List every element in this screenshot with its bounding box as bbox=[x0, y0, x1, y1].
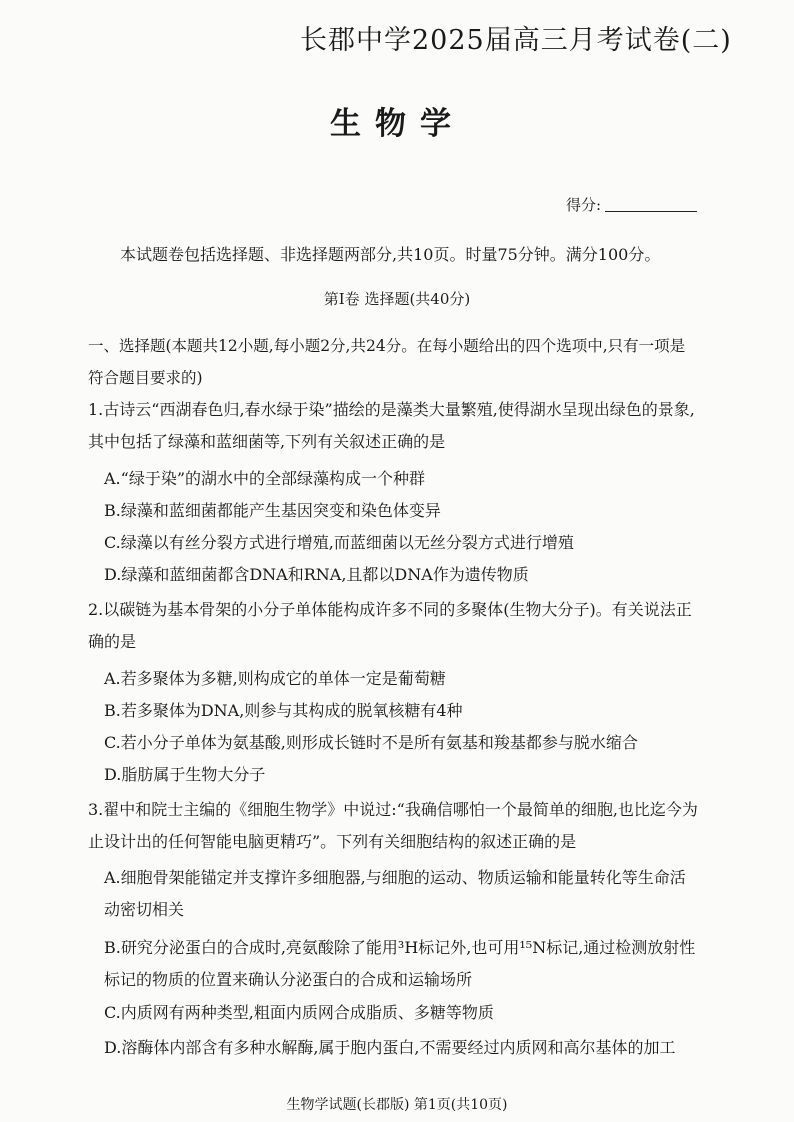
question-3-option-a: A.细胞骨架能锚定并支撑许多细胞器,与细胞的运动、物质运输和能量转化等生命活动密切相关 bbox=[104, 868, 686, 919]
question-1-option-a: A.“绿于染”的湖水中的全部绿藻构成一个种群 bbox=[104, 469, 426, 488]
question-2-option-b: B.若多聚体为DNA,则参与其构成的脱氧核糖有4种 bbox=[104, 701, 463, 720]
question-3-option-d: D.溶酶体内部含有多种水解酶,属于胞内蛋白,不需要经过内质网和高尔基体的加工 bbox=[104, 1038, 676, 1057]
score-field bbox=[566, 194, 697, 215]
score-label: 得分: bbox=[566, 196, 602, 214]
subject-title: 生物学 bbox=[330, 106, 465, 142]
question-3-option-c: C.内质网有两种类型,粗面内质网合成脂质、多糖等物质 bbox=[104, 1003, 494, 1022]
question-1-option-b: B.绿藻和蓝细菌都能产生基因突变和染色体变异 bbox=[104, 501, 441, 520]
school-title: 长郡中学2025届高三月考试卷(二) bbox=[300, 25, 732, 56]
question-1-option-d: D.绿藻和蓝细菌都含DNA和RNA,且都以DNA作为遗传物质 bbox=[104, 565, 529, 584]
intro-text: 本试题卷包括选择题、非选择题两部分,共10页。时量75分钟。满分100分。 bbox=[120, 245, 661, 264]
score-blank bbox=[605, 211, 697, 212]
question-3-stem: 3.翟中和院士主编的《细胞生物学》中说过:“我确信哪怕一个最简单的细胞,也比迄今为止设计出的任何智能电脑更精巧”。下列有关细胞结构的叙述正确的是 bbox=[88, 800, 698, 851]
question-3-option-b: B.研究分泌蛋白的合成时,亮氨酸除了能用³H标记外,也可用¹⁵N标记,通过检测放射性标记的物质的位置来确认分泌蛋白的合成和运输场所 bbox=[104, 938, 696, 989]
question-2-option-a: A.若多聚体为多糖,则构成它的单体一定是葡萄糖 bbox=[104, 669, 446, 688]
section-title: 第Ⅰ卷 选择题(共40分) bbox=[323, 290, 471, 308]
question-2-option-c: C.若小分子单体为氨基酸,则形成长链时不是所有氨基和羧基都参与脱水缩合 bbox=[104, 733, 638, 752]
question-1-option-c: C.绿藻以有丝分裂方式进行增殖,而蓝细菌以无丝分裂方式进行增殖 bbox=[104, 533, 574, 552]
question-2-option-d: D.脂肪属于生物大分子 bbox=[104, 765, 266, 784]
question-2-stem: 2.以碳链为基本骨架的小分子单体能构成许多不同的多聚体(生物大分子)。有关说法正确的是 bbox=[88, 600, 692, 651]
page-footer: 生物学试题(长郡版) 第1页(共10页) bbox=[286, 1097, 508, 1113]
question-1-stem: 1.古诗云“西湖春色归,春水绿于染”描绘的是藻类大量繁殖,使得湖水呈现出绿色的景象,其中包括了绿藻和蓝细菌等,下列有关叙述正确的是 bbox=[88, 400, 695, 451]
instructions: 一、选择题(本题共12小题,每小题2分,共24分。在每小题给出的四个选项中,只有一项是符合题目要求的) bbox=[88, 337, 686, 387]
